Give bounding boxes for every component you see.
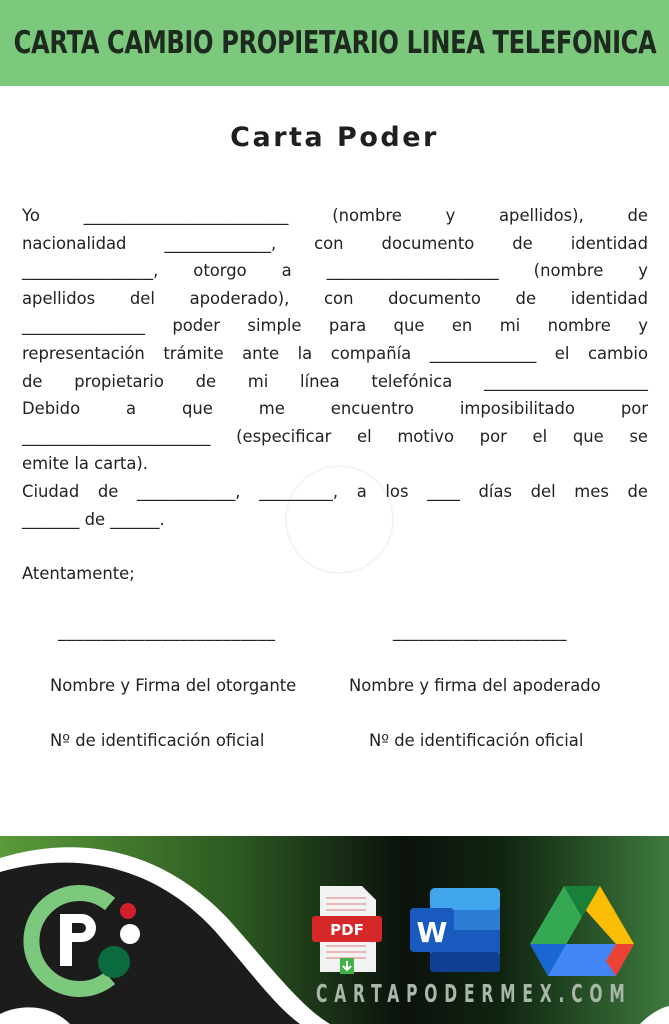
cartapodermex-logo (22, 876, 152, 1006)
closing-text: Atentamente; (22, 564, 135, 583)
pdf-icon (312, 886, 382, 976)
id-label-apoderado: Nº de identificación oficial (369, 731, 584, 750)
body-line: _______________________ (especificar el motivo por el que se (22, 426, 648, 446)
body-line: apellidos del apoderado), con documento de identidad (22, 288, 648, 308)
body-line: de propietario de mi línea telefónica ____________________ (22, 371, 648, 391)
body-line: emite la carta). (22, 454, 149, 474)
body-line: Ciudad de ____________, _________, a los ____ días del mes de (22, 481, 648, 501)
id-label-otorgante: Nº de identificación oficial (50, 731, 265, 750)
footer-banner (0, 836, 669, 1024)
document-title: Carta Poder (230, 122, 439, 153)
body-line: Debido a que me encuentro imposibilitado por (22, 399, 648, 419)
header-banner (0, 0, 669, 86)
signature-line-otorgante: _________________________ (58, 622, 276, 641)
svg-text:PDF: PDF (330, 921, 364, 939)
body-line: representación trámite ante la compañía _____________ el cambio (22, 343, 648, 363)
body-line: nacionalidad _____________, con documento de identidad (22, 233, 648, 253)
body-line: _______ de ______. (22, 509, 165, 529)
word-icon (410, 886, 502, 976)
body-line: _______________ poder simple para que en mi nombre y (22, 316, 648, 336)
signature-name-otorgante: Nombre y Firma del otorgante (50, 676, 297, 695)
document-body (22, 202, 648, 533)
website-url[interactable]: CARTAPODERMEX.COM (316, 979, 632, 1008)
body-line: Yo _________________________ (nombre y apellidos), de (22, 206, 648, 225)
signature-name-apoderado: Nombre y firma del apoderado (349, 676, 601, 695)
google-drive-icon (530, 886, 634, 978)
signature-line-apoderado: ____________________ (393, 622, 567, 641)
page-title: CARTA CAMBIO PROPIETARIO LINEA TELEFONICA (13, 25, 656, 61)
svg-text:W: W (416, 916, 448, 949)
body-line: ________________, otorgo a _____________________ (nombre y (22, 261, 648, 281)
